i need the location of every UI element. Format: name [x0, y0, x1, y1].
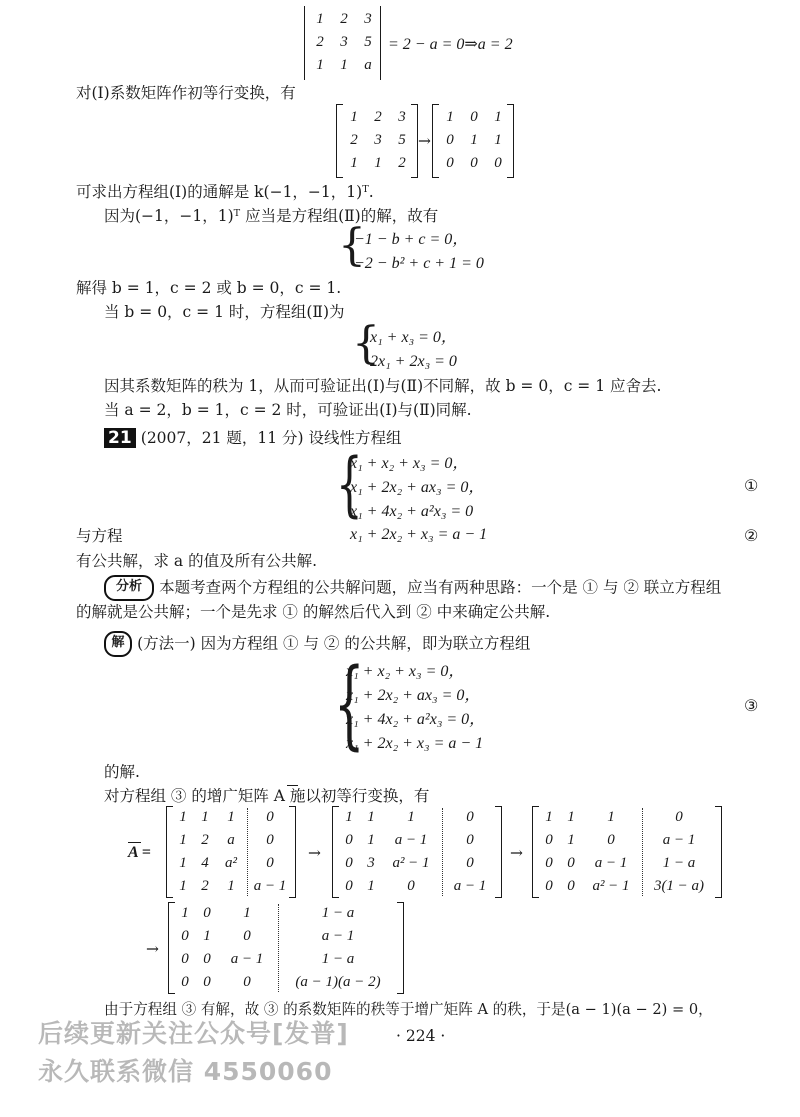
- analysis-text-2: 的解就是公共解；一个是先求 ① 的解然后代入到 ② 中来确定公共解.: [76, 603, 551, 621]
- determinant: [300, 6, 382, 80]
- cell: 1: [340, 57, 348, 73]
- cell: 1: [316, 11, 324, 27]
- cell: a: [227, 832, 235, 848]
- cell: 1 − a: [662, 855, 696, 871]
- cell: 2: [374, 109, 382, 125]
- cell: 1: [367, 832, 375, 848]
- cell: 0: [181, 928, 189, 944]
- cell: 1: [201, 809, 209, 825]
- solution-header: [104, 631, 530, 657]
- cell: a² − 1: [392, 855, 430, 871]
- arrow-1: →: [418, 132, 431, 150]
- cell: 3: [374, 132, 382, 148]
- cell: 1: [350, 155, 358, 171]
- cell: a − 1: [230, 951, 264, 967]
- aug-matrix-4: [168, 902, 404, 994]
- cell: 0: [266, 855, 274, 871]
- equation: x₁ + 2x₂ + ax₃ = 0，: [346, 687, 481, 704]
- det-equation: = 2 − a = 0⇒a = 2: [388, 36, 513, 53]
- cell: 1: [350, 109, 358, 125]
- arrow-3: →: [510, 844, 523, 862]
- text-row-transform: 对(Ⅰ)系数矩阵作初等行变换，有: [76, 84, 296, 102]
- cell: 1: [446, 109, 454, 125]
- cell: 1: [203, 928, 211, 944]
- cell: 0: [203, 951, 211, 967]
- cell: 0: [545, 832, 553, 848]
- text-because: 因为(−1，−1，1)ᵀ 应当是方程组(Ⅱ)的解，故有: [104, 207, 439, 225]
- equation: x₁ + 2x₂ + x₃ = a − 1: [346, 735, 484, 752]
- cell: 1: [374, 155, 382, 171]
- cell: a − 1: [321, 928, 355, 944]
- cell: 0: [466, 809, 474, 825]
- text-solve-bc: 解得 b = 1，c = 2 或 b = 0，c = 1.: [76, 279, 342, 297]
- cell: 1: [227, 809, 235, 825]
- cell: 0: [470, 155, 478, 171]
- cell: 2: [201, 832, 209, 848]
- cell: 3: [367, 855, 375, 871]
- cell: 0: [567, 878, 575, 894]
- text-last: 由于方程组 ③ 有解，故 ③ 的系数矩阵的秩等于增广矩阵 A 的秩，于是(a − 1)(a − 2) = 0，: [104, 1001, 713, 1018]
- cell: 3: [398, 109, 406, 125]
- cell: 0: [470, 109, 478, 125]
- cell: 1: [243, 905, 251, 921]
- analysis-block: [104, 575, 721, 601]
- cell: 0: [675, 809, 683, 825]
- equation: x₁ + x₂ + x₃ = 0，: [346, 663, 465, 680]
- aug-matrix-3: [532, 806, 722, 898]
- cell: 3: [340, 34, 348, 50]
- cell: a: [364, 57, 372, 73]
- cell: 1 − a: [321, 905, 355, 921]
- cell: 2: [316, 34, 324, 50]
- cell: a − 1: [594, 855, 628, 871]
- text-general-solution: 可求出方程组(Ⅰ)的通解是 k(−1，−1，1)ᵀ.: [76, 183, 374, 201]
- cell: 0: [266, 832, 274, 848]
- cell: 0: [407, 878, 415, 894]
- watermark-line-1: 后续更新关注公众号[发普]: [38, 1019, 349, 1048]
- equation: x₁ + 4x₂ + a²x₃ = 0，: [346, 711, 486, 728]
- cell: 0: [607, 832, 615, 848]
- cell: 1: [567, 809, 575, 825]
- cell: 3: [364, 11, 372, 27]
- cell: 1: [181, 905, 189, 921]
- cell: 1: [367, 878, 375, 894]
- cell: 1: [179, 878, 187, 894]
- cell: 2: [398, 155, 406, 171]
- cell: a − 1: [662, 832, 696, 848]
- system-bc: [354, 228, 484, 276]
- cell: 3(1 − a): [653, 878, 705, 894]
- cell: 0: [446, 155, 454, 171]
- text-when-b0: 当 b = 0，c = 1 时，方程组(Ⅱ)为: [104, 303, 345, 321]
- equation: x₁ + 2x₂ + ax₃ = 0，: [350, 479, 485, 496]
- analysis-text-1: 本题考查两个方程组的公共解问题，应当有两种思路：一个是 ① 与 ② 联立方程组: [159, 578, 722, 597]
- solution-head-text: (方法一) 因为方程组 ① 与 ② 的公共解，即为联立方程组: [137, 634, 531, 653]
- cell: 1: [567, 832, 575, 848]
- equation-label-1: ①: [744, 476, 759, 495]
- text-common: 有公共解，求 a 的值及所有公共解.: [76, 552, 318, 570]
- equation: x₁ + x₂ + x₃ = 0，: [350, 455, 469, 472]
- aug-matrix-1: [166, 806, 296, 898]
- cell: 0: [466, 855, 474, 871]
- cell: 0: [243, 928, 251, 944]
- cell: 0: [203, 974, 211, 990]
- cell: 0: [266, 809, 274, 825]
- equation: −2 − b² + c + 1 = 0: [354, 255, 484, 272]
- cell: 0: [345, 855, 353, 871]
- cell: a − 1: [453, 878, 487, 894]
- cell: 0: [181, 951, 189, 967]
- cell: 1: [367, 809, 375, 825]
- equation-2: x₁ + 2x₂ + x₃ = a − 1: [350, 526, 488, 543]
- equation-label-3: ③: [744, 696, 759, 715]
- arrow-2: →: [308, 844, 321, 862]
- problem-number-badge: 21: [104, 428, 136, 448]
- problem-head-text: (2007，21 题，11 分) 设线性方程组: [140, 429, 402, 447]
- cell: a² − 1: [592, 878, 630, 894]
- cell: 0: [203, 905, 211, 921]
- cell: 1: [345, 809, 353, 825]
- cell: a²: [225, 855, 237, 871]
- cell: 0: [545, 855, 553, 871]
- equation: −1 − b + c = 0，: [354, 231, 469, 248]
- matrix-b: [432, 104, 514, 178]
- cell: 0: [466, 832, 474, 848]
- augmented-bar: [287, 785, 298, 786]
- watermark-line-2: 永久联系微信 4550060: [38, 1057, 333, 1086]
- cell: 1: [227, 878, 235, 894]
- system-1: [350, 452, 484, 524]
- text-solution-of: 的解.: [104, 763, 140, 781]
- aug-matrix-2: [332, 806, 502, 898]
- brace-icon: {: [334, 648, 365, 760]
- cell: a − 1: [253, 878, 287, 894]
- cell: 2: [201, 878, 209, 894]
- cell: 1: [179, 832, 187, 848]
- analysis-badge-icon: 分析: [104, 575, 154, 601]
- solution-badge-icon: 解: [104, 631, 132, 657]
- cell: 2: [350, 132, 358, 148]
- cell: 1: [179, 809, 187, 825]
- det-matrix: [308, 8, 380, 77]
- cell: 1: [494, 109, 502, 125]
- cell: 0: [494, 155, 502, 171]
- cell: a − 1: [394, 832, 428, 848]
- matrix-a: [336, 104, 418, 178]
- arrow-4: →: [146, 940, 159, 958]
- cell: 5: [398, 132, 406, 148]
- abar-overline: [128, 842, 141, 843]
- system-ii: [370, 326, 457, 374]
- cell: 0: [181, 974, 189, 990]
- equation: x₁ + x₃ = 0，: [370, 329, 457, 346]
- cell: 0: [345, 878, 353, 894]
- text-rank: 因其系数矩阵的秩为 1，从而可验证出(Ⅰ)与(Ⅱ)不同解，故 b = 0，c = 1 应舍去.: [104, 377, 662, 395]
- cell: 1: [179, 855, 187, 871]
- page-number: · 224 ·: [396, 1027, 446, 1045]
- text-a2: 当 a = 2，b = 1，c = 2 时，可验证出(Ⅰ)与(Ⅱ)同解.: [104, 401, 472, 419]
- cell: 0: [345, 832, 353, 848]
- abar-label: A =: [128, 844, 151, 861]
- brace-icon: {: [336, 443, 363, 525]
- cell: 0: [567, 855, 575, 871]
- cell: 1: [316, 57, 324, 73]
- cell: 1: [607, 809, 615, 825]
- brace-icon: {: [352, 318, 380, 369]
- cell: 2: [340, 11, 348, 27]
- cell: 0: [446, 132, 454, 148]
- cell: 0: [243, 974, 251, 990]
- text-and-eq: 与方程: [76, 527, 123, 545]
- brace-icon: {: [338, 220, 366, 271]
- cell: 4: [201, 855, 209, 871]
- system-3: [346, 660, 485, 756]
- cell: (a − 1)(a − 2): [295, 974, 381, 990]
- equation: x₁ + 4x₂ + a²x₃ = 0: [350, 503, 474, 520]
- cell: 1 − a: [321, 951, 355, 967]
- cell: 1: [545, 809, 553, 825]
- cell: 1: [407, 809, 415, 825]
- cell: 1: [470, 132, 478, 148]
- equation: 2x₁ + 2x₃ = 0: [370, 353, 457, 370]
- cell: 5: [364, 34, 372, 50]
- equation-label-2: ②: [744, 526, 759, 545]
- cell: 0: [545, 878, 553, 894]
- text-augmented: 对方程组 ③ 的增广矩阵 A 施以初等行变换，有: [104, 787, 430, 805]
- cell: 1: [494, 132, 502, 148]
